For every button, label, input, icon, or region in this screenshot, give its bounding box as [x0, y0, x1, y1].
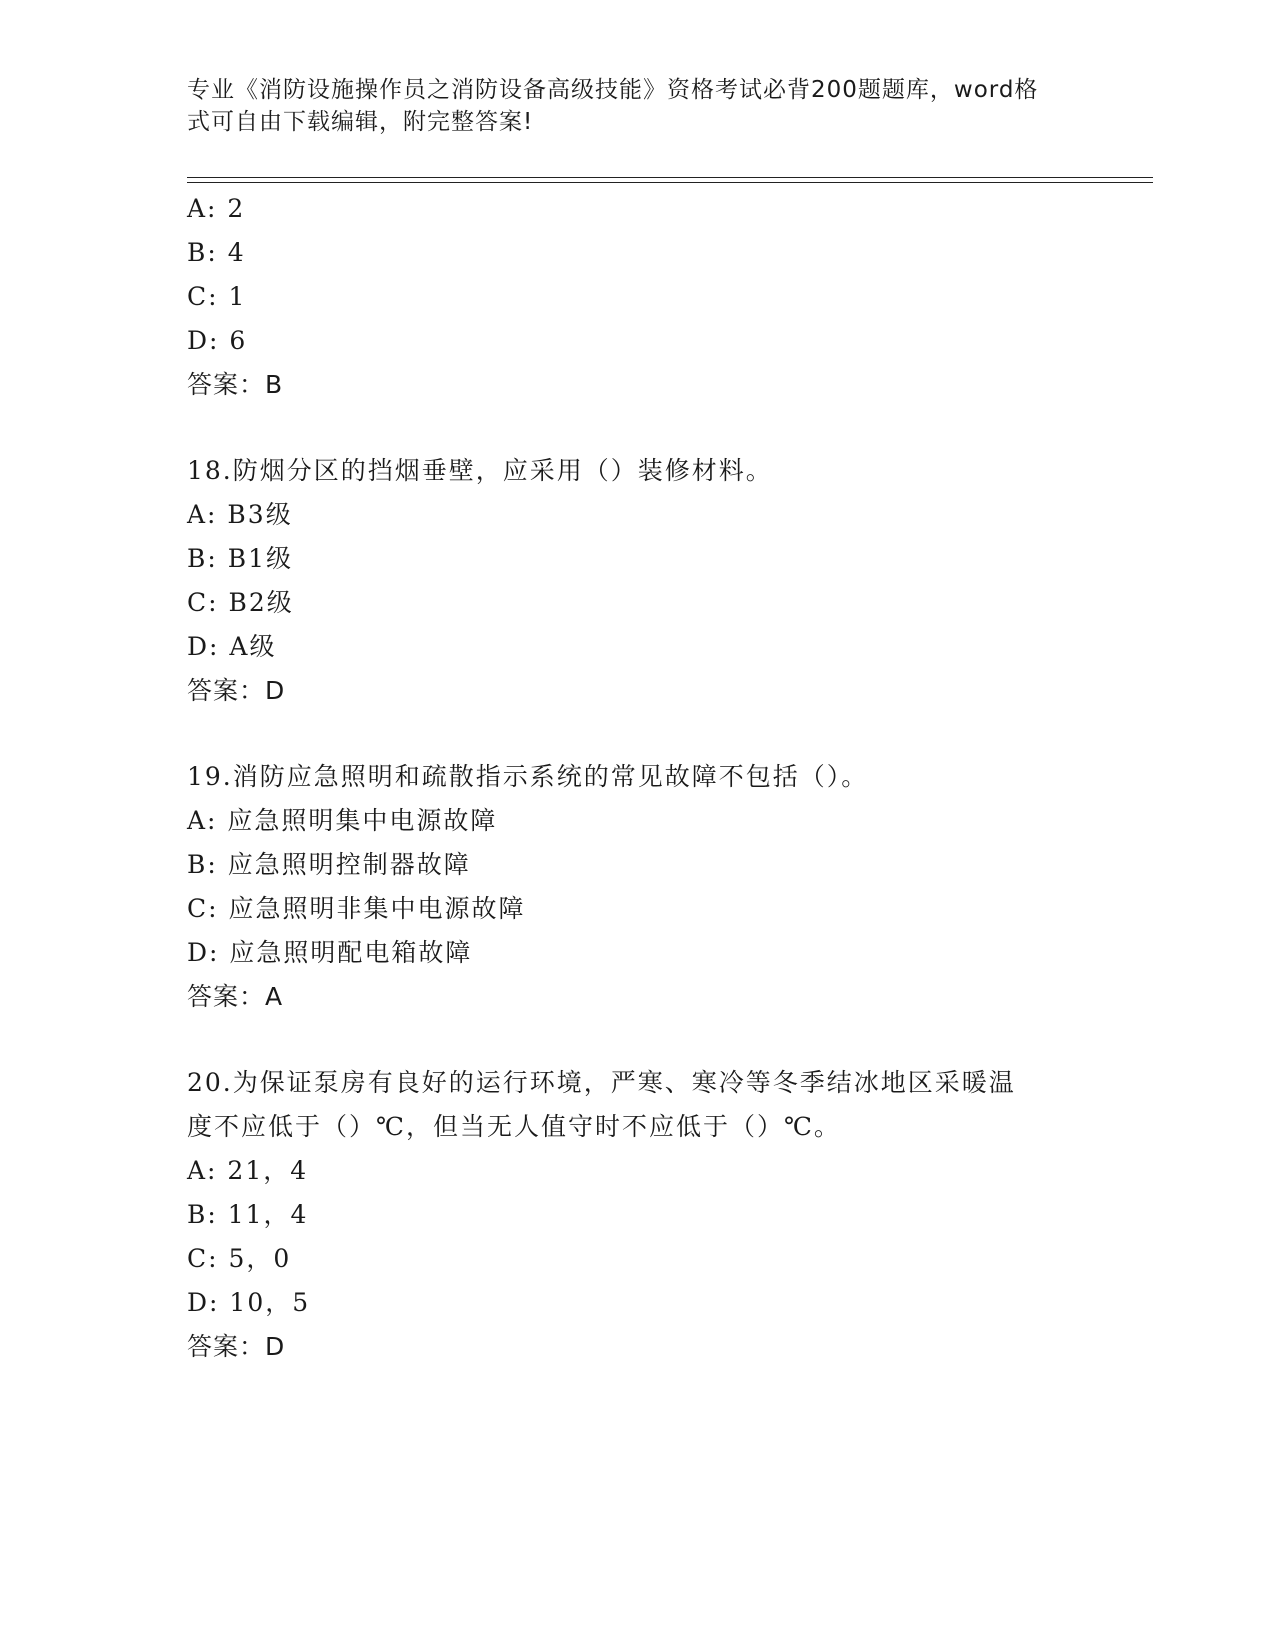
q20-option-c: C: 5，0 [187, 1244, 292, 1273]
q17-option-c: C: 1 [187, 282, 247, 311]
q18-option-d: D: A级 [187, 632, 277, 661]
q19-option-d: D: 应急照明配电箱故障 [187, 938, 473, 967]
q20-option-a: A: 21，4 [187, 1156, 309, 1185]
q20-option-d: D: 10，5 [187, 1288, 311, 1317]
q19-option-c: C: 应急照明非集中电源故障 [187, 894, 526, 923]
q19-option-a: A: 应急照明集中电源故障 [187, 806, 498, 835]
q18-option-c: C: B2级 [187, 588, 294, 617]
q19-answer: 答案：A [187, 982, 284, 1011]
header-line-1: 专业《消防设施操作员之消防设备高级技能》资格考试必背200题题库，word格 [187, 77, 1039, 103]
header-divider-top [187, 177, 1153, 178]
q18-question: 18.防烟分区的挡烟垂壁，应采用（）装修材料。 [187, 456, 773, 485]
q19-option-b: B: 应急照明控制器故障 [187, 850, 471, 879]
q18-option-b: B: B1级 [187, 544, 294, 573]
q18-option-a: A: B3级 [187, 500, 293, 529]
q20-answer: 答案：D [187, 1332, 286, 1361]
header-line-2: 式可自由下载编辑，附完整答案! [187, 109, 534, 135]
q20-option-b: B: 11，4 [187, 1200, 309, 1229]
header-divider-bottom [187, 182, 1153, 183]
q18-answer: 答案：D [187, 676, 286, 705]
document-header [187, 74, 1087, 138]
q17-option-a: A: 2 [187, 194, 246, 223]
q17-option-d: D: 6 [187, 326, 248, 355]
q20-question-line-1: 20.为保证泵房有良好的运行环境，严寒、寒冷等冬季结冰地区采暖温 [187, 1068, 1016, 1097]
q17-answer: 答案：B [187, 370, 284, 399]
q20-question-line-2: 度不应低于（）℃，但当无人值守时不应低于（）℃。 [187, 1112, 841, 1141]
q17-option-b: B: 4 [187, 238, 246, 267]
q19-question: 19.消防应急照明和疏散指示系统的常见故障不包括（）。 [187, 762, 869, 791]
